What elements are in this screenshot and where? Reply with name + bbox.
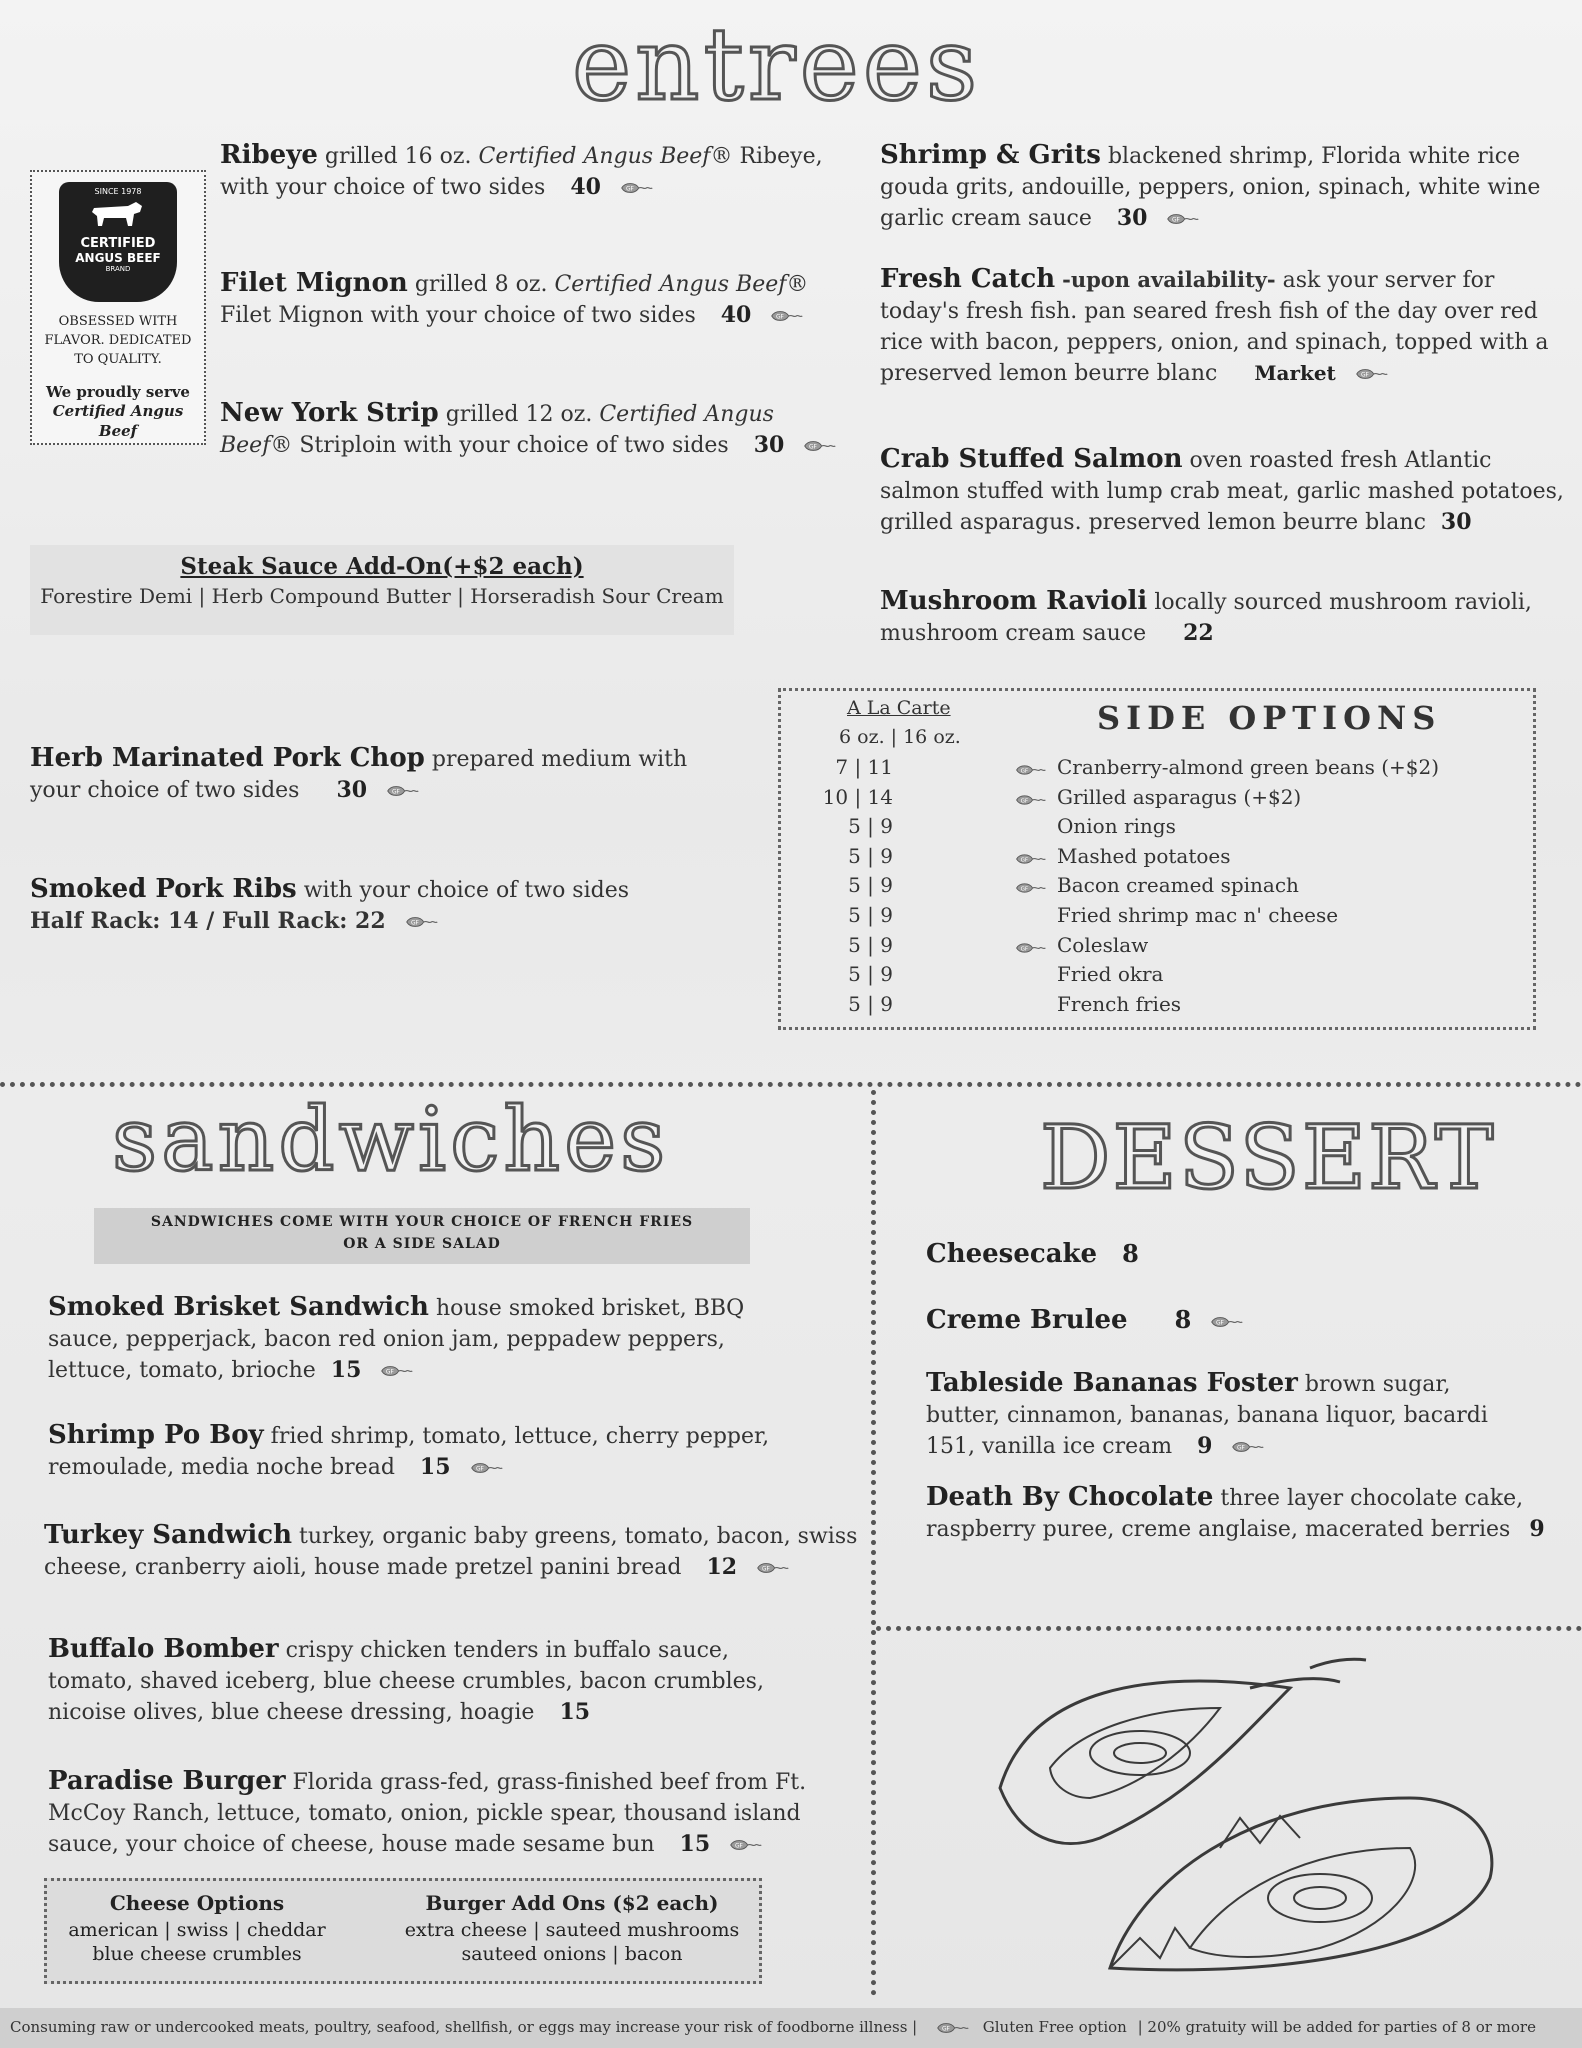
item-desc: turkey, organic baby greens, tomato, bacon, swiss cheese, cranberry aioli, house made pretzel panini bread	[44, 1524, 858, 1580]
dessert-bananas-foster	[926, 1368, 1526, 1462]
cab-brand: BRAND	[105, 265, 131, 273]
item-desc: house smoked brisket, BBQ sauce, pepperjack, bacon red onion jam, peppadew peppers, lettuce, tomato, brioche	[48, 1296, 745, 1383]
side-price: 5 | 9	[848, 873, 893, 898]
gluten-free-icon	[1231, 1440, 1265, 1454]
item-price: 9	[1529, 1516, 1545, 1542]
item-desc: blackened shrimp, Florida white rice gouda grits, andouille, peppers, onion, spinach, white wine garlic cream sauce	[880, 144, 1541, 231]
cab-logo-line1: CERTIFIED	[80, 236, 156, 251]
gluten-free-icon	[1210, 1315, 1244, 1329]
item-desc: prepared medium with your choice of two sides	[30, 747, 688, 803]
gluten-free-icon	[380, 1364, 414, 1378]
sandwich-smoked-brisket	[48, 1292, 768, 1386]
item-name: Death By Chocolate	[926, 1482, 1214, 1512]
item-name: Buffalo Bomber	[48, 1634, 279, 1664]
item-desc: ask your server for today's fresh fish. pan seared fresh fish of the day over red rice with bacon, peppers, onion, and spinach, topped with a preserved lemon beurre blanc	[880, 268, 1549, 386]
gluten-free-icon	[803, 439, 837, 453]
side-options-title: SIDE OPTIONS	[1097, 699, 1442, 737]
entree-ribeye	[220, 140, 840, 203]
entree-pork-chop	[30, 743, 690, 806]
item-pre: grilled 8 oz.	[414, 272, 548, 297]
item-price: 30	[753, 432, 785, 458]
item-italic: Certified Angus Beef®	[220, 402, 774, 458]
item-price: 40	[570, 174, 601, 200]
cab-tagline: OBSESSED WITH FLAVOR. DEDICATED TO QUALITY.	[44, 314, 192, 367]
side-price: 5 | 9	[848, 902, 893, 927]
steak-sauce-title: Steak Sauce Add-On(+$2 each)	[180, 553, 584, 580]
addons-title: Burger Add Ons ($2 each)	[425, 1891, 719, 1915]
item-price: 30	[1116, 205, 1148, 231]
gluten-free-icon	[936, 2021, 970, 2035]
item-pre: grilled 16 oz.	[324, 144, 472, 169]
side-name: Fried okra	[1057, 962, 1164, 987]
burger-addons	[387, 1891, 757, 1965]
footer-gratuity: | 20% gratuity will be added for parties of 8 or more	[1137, 2018, 1536, 2036]
side-name: Coleslaw	[1057, 932, 1149, 957]
gluten-free-icon	[1355, 367, 1389, 381]
item-name: Paradise Burger	[48, 1766, 286, 1796]
side-price: 5 | 9	[848, 843, 893, 868]
entree-filet-mignon	[220, 268, 850, 331]
item-desc: with your choice of two sides	[303, 878, 630, 903]
side-price: 5 | 9	[848, 814, 893, 839]
side-options-box	[778, 688, 1536, 1030]
item-name: Herb Marinated Pork Chop	[30, 743, 425, 773]
item-desc: Filet Mignon with your choice of two sides	[220, 303, 696, 328]
side-name: Mashed potatoes	[1057, 843, 1231, 868]
banner-line2: OR A SIDE SALAD	[343, 1236, 501, 1252]
side-item	[781, 814, 1533, 844]
cow-icon	[88, 198, 148, 232]
gluten-free-icon	[620, 181, 654, 195]
side-price: 5 | 9	[848, 962, 893, 987]
item-italic: Certified Angus Beef®	[478, 144, 733, 169]
side-item	[781, 992, 1533, 1022]
item-name: Cheesecake	[926, 1239, 1098, 1269]
addons-line1: extra cheese | sauteed mushrooms	[404, 1919, 740, 1941]
entree-shrimp-grits	[880, 140, 1560, 234]
side-name: Cranberry-almond green beans (+$2)	[1057, 755, 1440, 779]
banner-line1: SANDWICHES COME WITH YOUR CHOICE OF FRENCH FRIES	[150, 1214, 694, 1230]
sandwiches-banner	[94, 1208, 750, 1264]
cheese-line2: blue cheese crumbles	[92, 1943, 302, 1965]
item-desc: oven roasted fresh Atlantic salmon stuffed with lump crab meat, garlic mashed potatoes, grilled asparagus. preserved lemon beurre blanc	[880, 448, 1564, 535]
side-name: Grilled asparagus (+$2)	[1057, 784, 1302, 809]
dessert-creme-brulee	[926, 1304, 1526, 1337]
sandwich-buffalo-bomber	[48, 1634, 778, 1728]
side-name: Onion rings	[1057, 814, 1176, 839]
side-price: 5 | 9	[848, 932, 893, 957]
column-divider	[871, 1090, 876, 1996]
item-desc: crispy chicken tenders in buffalo sauce, tomato, shaved iceberg, blue cheese crumbles, bacon crumbles, nicoise olives, blue cheese dressing, hoagie	[48, 1638, 764, 1725]
side-item	[781, 933, 1533, 963]
dessert-divider	[876, 1626, 1582, 1631]
entree-crab-stuffed-salmon	[880, 444, 1570, 538]
side-item	[781, 903, 1533, 933]
item-sub: Half Rack: 14 / Full Rack: 22	[30, 908, 386, 934]
item-italic: Certified Angus Beef®	[554, 272, 809, 297]
side-sizes: 6 oz. | 16 oz.	[839, 726, 961, 748]
item-name: Tableside Bananas Foster	[926, 1368, 1298, 1398]
cheese-options	[47, 1891, 347, 1965]
side-item	[781, 755, 1533, 785]
side-item	[781, 873, 1533, 903]
side-price: 5 | 9	[848, 991, 893, 1016]
item-price: 40	[720, 302, 752, 328]
gluten-free-icon	[386, 784, 420, 798]
footer-warning: Consuming raw or undercooked meats, poultry, seafood, shellfish, or eggs may increase your risk of foodborne illness |	[10, 2018, 918, 2036]
item-price: Market	[1254, 361, 1336, 385]
entrees-title: entrees	[572, 6, 982, 123]
side-item	[781, 785, 1533, 815]
burger-options-box	[44, 1878, 762, 1984]
cab-badge	[30, 170, 206, 445]
gluten-free-icon	[1015, 941, 1047, 955]
side-item	[781, 962, 1533, 992]
side-list	[781, 755, 1533, 1021]
item-price: 9	[1197, 1433, 1213, 1459]
side-name: Bacon creamed spinach	[1057, 873, 1299, 898]
addons-line2: sauteed onions | bacon	[461, 1943, 683, 1965]
sandwiches-title: sandwiches	[112, 1088, 670, 1191]
item-price: 15	[419, 1454, 451, 1480]
leaf-illustration	[990, 1648, 1510, 1988]
entree-new-york-strip	[220, 398, 850, 461]
item-pre: grilled 12 oz.	[445, 402, 593, 427]
side-price: 7 | 11	[835, 755, 893, 779]
item-desc: brown sugar, butter, cinnamon, bananas, banana liquor, bacardi 151, vanilla ice cream	[926, 1372, 1488, 1459]
side-name: French fries	[1057, 991, 1182, 1016]
item-name: Shrimp & Grits	[880, 140, 1101, 170]
cab-serve: We proudly serve	[46, 383, 190, 401]
gluten-free-icon	[729, 1838, 763, 1852]
item-desc: locally sourced mushroom ravioli, mushroom cream sauce	[880, 590, 1532, 646]
item-desc: Florida grass-fed, grass-finished beef from Ft. McCoy Ranch, lettuce, tomato, onion, pickle spear, thousand island sauce, your choice of cheese, house made sesame bun	[48, 1770, 807, 1857]
entree-pork-ribs	[30, 874, 690, 937]
item-name: Smoked Pork Ribs	[30, 874, 297, 904]
item-name: Turkey Sandwich	[44, 1520, 292, 1550]
cheese-line1: american | swiss | cheddar	[68, 1919, 326, 1941]
item-price: 30	[336, 777, 368, 803]
section-divider	[0, 1082, 1582, 1087]
item-price: 15	[679, 1831, 711, 1857]
gluten-free-icon	[470, 1461, 504, 1475]
cab-logo	[59, 182, 177, 302]
entree-fresh-catch	[880, 264, 1560, 389]
item-name: Fresh Catch	[880, 264, 1056, 294]
cab-serve-italic: Certified Angus Beef	[52, 402, 184, 440]
item-price: 15	[559, 1699, 591, 1725]
gluten-free-icon	[1166, 212, 1200, 226]
gluten-free-icon	[770, 309, 804, 323]
item-desc: fried shrimp, tomato, lettuce, cherry pepper, remoulade, media noche bread	[48, 1424, 770, 1480]
item-price: 30	[1440, 509, 1472, 535]
dessert-title: DESSERT	[1040, 1106, 1496, 1209]
side-price: 10 | 14	[822, 784, 893, 809]
item-desc: three layer chocolate cake, raspberry puree, creme anglaise, macerated berries	[926, 1486, 1524, 1542]
item-name: Filet Mignon	[220, 268, 408, 298]
gluten-free-icon	[1015, 793, 1047, 807]
steak-sauce-options: Forestire Demi | Herb Compound Butter | Horseradish Sour Cream	[40, 584, 724, 608]
item-price: 15	[330, 1357, 362, 1383]
item-note: -upon availability-	[1062, 267, 1276, 292]
gluten-free-icon	[405, 915, 439, 929]
cab-logo-line2: ANGUS BEEF	[75, 251, 161, 265]
gluten-free-icon	[756, 1561, 790, 1575]
side-item	[781, 844, 1533, 874]
item-price: 12	[706, 1554, 738, 1580]
dessert-death-by-chocolate	[926, 1482, 1566, 1545]
sandwich-turkey	[44, 1520, 864, 1583]
item-name: Creme Brulee	[926, 1305, 1128, 1335]
item-name: Crab Stuffed Salmon	[880, 444, 1183, 474]
item-name: Shrimp Po Boy	[48, 1420, 264, 1450]
item-desc: Ribeye, with your choice of two sides	[220, 144, 823, 200]
item-name: Smoked Brisket Sandwich	[48, 1292, 429, 1322]
sandwich-paradise-burger	[48, 1766, 818, 1860]
item-name: Ribeye	[220, 140, 318, 170]
item-name: Mushroom Ravioli	[880, 586, 1148, 616]
footer-gf-label: Gluten Free option	[982, 2018, 1127, 2036]
item-price: 22	[1183, 620, 1214, 646]
entree-mushroom-ravioli	[880, 586, 1560, 649]
gluten-free-icon	[1015, 763, 1047, 777]
steak-sauce-box	[30, 545, 734, 635]
cheese-title: Cheese Options	[109, 1891, 285, 1915]
sandwich-shrimp-po-boy	[48, 1420, 808, 1483]
gluten-free-icon	[1015, 881, 1047, 895]
dessert-cheesecake	[926, 1238, 1526, 1271]
side-name: Fried shrimp mac n' cheese	[1057, 902, 1339, 927]
footer-bar	[0, 2008, 1582, 2048]
item-price: 8	[1174, 1305, 1192, 1334]
a-la-carte-label: A La Carte	[847, 697, 951, 719]
cab-since: SINCE 1978	[94, 187, 142, 196]
item-price: 8	[1122, 1239, 1139, 1268]
gluten-free-icon	[1015, 852, 1047, 866]
item-desc: Striploin with your choice of two sides	[299, 433, 729, 458]
item-name: New York Strip	[220, 398, 439, 428]
